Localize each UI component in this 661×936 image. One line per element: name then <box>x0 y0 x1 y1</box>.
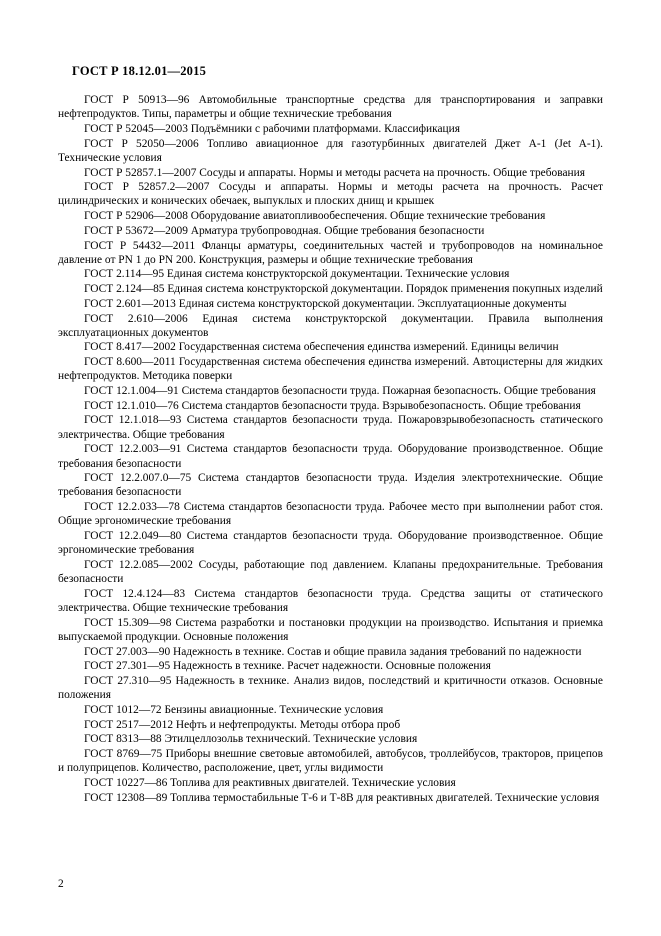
list-item: ГОСТ 15.309—98 Система разработки и постановки продукции на производство. Испытания и приемка выпускаемой продукции. Основные положения <box>58 616 603 644</box>
list-item: ГОСТ 12.1.010—76 Система стандартов безопасности труда. Взрывобезопасность. Общие требования <box>84 399 581 412</box>
list-item: ГОСТ 8313—88 Этилцеллозольв технический. Технические условия <box>84 733 418 746</box>
list-item: ГОСТ Р 53672—2009 Арматура трубопроводная. Общие требования безопасности <box>84 224 485 237</box>
standards-list <box>58 93 603 805</box>
list-item: ГОСТ 12.2.007.0—75 Система стандартов безопасности труда. Изделия электротехнические. Общие требования безопасности <box>58 472 603 499</box>
list-item: ГОСТ 27.301—95 Надежность в технике. Расчет надежности. Основные положения <box>84 660 491 673</box>
list-item: ГОСТ Р 50913—96 Автомобильные транспортные средства для транспортирования и заправки нефтепродуктов. Типы, параметры и общие технические требования <box>58 94 603 121</box>
list-item: ГОСТ 12.1.018—93 Система стандартов безопасности труда. Пожаровзрывобезопасность статического электричества. Общие требования <box>58 414 603 441</box>
list-item: ГОСТ 2.114—95 Единая система конструкторской документации. Технические условия <box>84 268 510 281</box>
list-item: ГОСТ 8769—75 Приборы внешние световые автомобилей, автобусов, троллейбусов, тракторов, прицепов и полуприцепов. Количество, расположение, цвет, углы видимости <box>58 748 603 775</box>
list-item: ГОСТ Р 52857.2—2007 Сосуды и аппараты. Нормы и методы расчета на прочность. Расчет цилиндрических и конических обечаек, выпуклых и плоских днищ и крышек <box>58 181 603 208</box>
list-item: ГОСТ 12.1.004—91 Система стандартов безопасности труда. Пожарная безопасность. Общие требования <box>84 385 596 398</box>
document-header: ГОСТ Р 18.12.01—2015 <box>72 64 207 78</box>
list-item: ГОСТ 8.417—2002 Государственная система обеспечения единства измерений. Единицы величин <box>84 341 559 354</box>
list-item: ГОСТ 8.600—2011 Государственная система обеспечения единства измерений. Автоцистерны для жидких нефтепродуктов. Методика поверки <box>58 356 603 383</box>
list-item: ГОСТ Р 54432—2011 Фланцы арматуры, соединительных частей и трубопроводов на номинальное давление от PN 1 до PN 200. Конструкция, размеры и общие технические требования <box>58 239 603 266</box>
list-item: ГОСТ 12.2.003—91 Система стандартов безопасности труда. Оборудование производственное. Общие требования безопасности <box>58 443 603 470</box>
page-number: 2 <box>58 878 64 890</box>
list-item: ГОСТ 2.610—2006 Единая система конструкторской документации. Правила выполнения эксплуатационных документов <box>58 312 603 339</box>
list-item: ГОСТ Р 52050—2006 Топливо авиационное для газотурбинных двигателей Джет А-1 (Jet A-1). Технические условия <box>58 137 603 164</box>
list-item: ГОСТ Р 52045—2003 Подъёмники с рабочими платформами. Классификация <box>84 122 460 135</box>
list-item: ГОСТ 2.601—2013 Единая система конструкторской документации. Эксплуатационные документы <box>84 297 567 310</box>
list-item: ГОСТ 10227—86 Топлива для реактивных двигателей. Технические условия <box>84 777 456 790</box>
list-item: ГОСТ Р 52906—2008 Оборудование авиатопливообеспечения. Общие технические требования <box>84 210 546 223</box>
list-item: ГОСТ 27.003—90 Надежность в технике. Состав и общие правила задания требований по надежности <box>84 645 582 658</box>
list-item: ГОСТ 2.124—85 Единая система конструкторской документации. Порядок применения покупных изделий <box>84 283 603 296</box>
list-item: ГОСТ 12.4.124—83 Система стандартов безопасности труда. Средства защиты от статического электричества. Общие технические требования <box>58 587 603 615</box>
list-item: ГОСТ 2517—2012 Нефть и нефтепродукты. Методы отбора проб <box>84 718 401 731</box>
list-item: ГОСТ 12.2.049—80 Система стандартов безопасности труда. Оборудование производственное. Общие эргономические требования <box>58 530 603 557</box>
list-item: ГОСТ 12308—89 Топлива термостабильные Т-6 и Т-8В для реактивных двигателей. Технические условия <box>84 791 600 804</box>
list-item: ГОСТ 1012—72 Бензины авиационные. Технические условия <box>84 704 384 717</box>
list-item: ГОСТ 12.2.033—78 Система стандартов безопасности труда. Рабочее место при выполнении работ стоя. Общие эргономические требования <box>58 501 603 528</box>
list-item: ГОСТ 12.2.085—2002 Сосуды, работающие под давлением. Клапаны предохранительные. Требования безопасности <box>58 559 603 586</box>
list-item: ГОСТ Р 52857.1—2007 Сосуды и аппараты. Нормы и методы расчета на прочность. Общие требования <box>84 166 585 179</box>
list-item: ГОСТ 27.310—95 Надежность в технике. Анализ видов, последствий и критичности отказов. Основные положения <box>58 675 603 702</box>
